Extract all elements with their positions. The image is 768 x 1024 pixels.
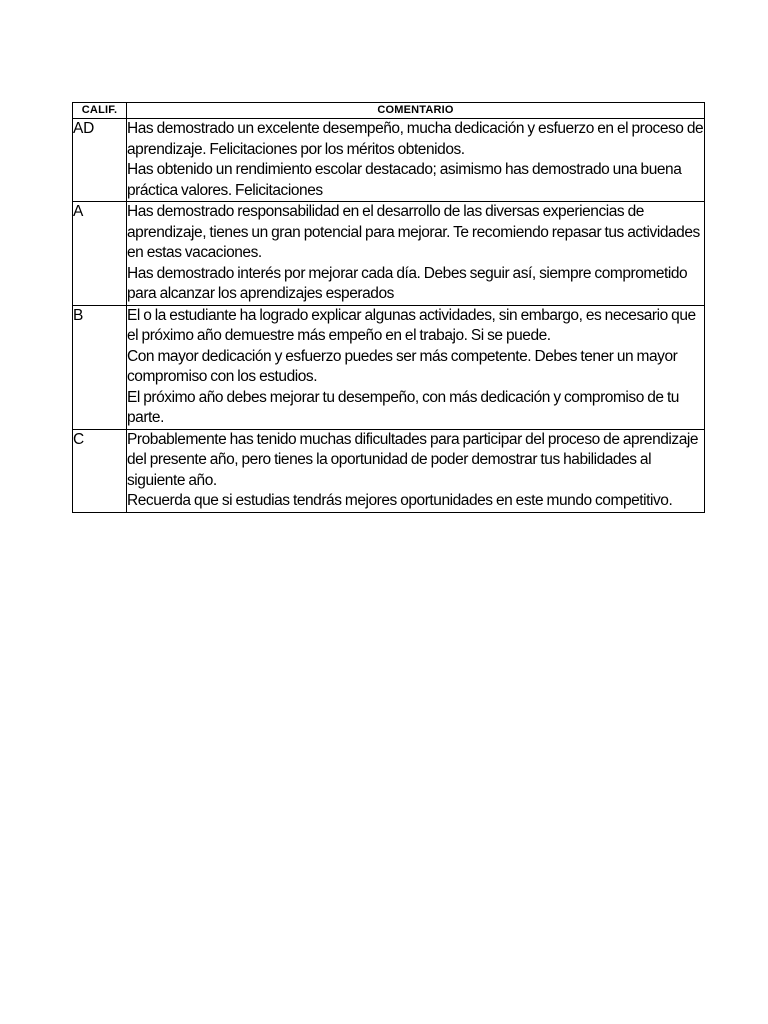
comment-cell <box>127 429 705 512</box>
header-comment: COMENTARIO <box>127 103 705 119</box>
comment-paragraph: Recuerda que si estudias tendrás mejores oportunidades en este mundo competitivo. <box>127 492 673 509</box>
comment-paragraph: Has demostrado responsabilidad en el desarrollo de las diversas experiencias de aprendizaje, tienes un gran potencial para mejorar. Te recomiendo repasar tus actividades en estas vacaciones. <box>127 203 700 261</box>
grades-comment-table <box>72 102 705 513</box>
grade-cell: B <box>73 305 127 429</box>
comment-cell <box>127 305 705 429</box>
table-row-b <box>73 305 705 429</box>
grade-cell: A <box>73 202 127 306</box>
table-row-a <box>73 202 705 306</box>
comment-paragraph: Probablemente has tenido muchas dificultades para participar del proceso de aprendizaje del presente año, pero tienes la oportunidad de poder demostrar tus habilidades al siguiente año. <box>127 430 699 489</box>
comment-cell <box>127 119 705 202</box>
grade-cell: AD <box>73 119 127 202</box>
table-row-ad <box>73 119 705 202</box>
table-header-row <box>73 103 705 119</box>
table-row-c <box>73 429 705 512</box>
comment-paragraph: Con mayor dedicación y esfuerzo puedes ser más competente. Debes tener un mayor compromiso con los estudios. <box>127 347 678 385</box>
comment-paragraph: Has demostrado interés por mejorar cada día. Debes seguir así, siempre comprometido para alcanzar los aprendizajes esperados <box>127 264 688 302</box>
header-grade: CALIF. <box>73 103 127 119</box>
document-page <box>72 102 704 513</box>
comment-paragraph: Has demostrado un excelente desempeño, mucha dedicación y esfuerzo en el proceso de aprendizaje. Felicitaciones por los méritos obtenidos. <box>127 120 704 158</box>
comment-paragraph: El próximo año debes mejorar tu desempeño, con más dedicación y compromiso de tu parte. <box>127 388 679 426</box>
grade-cell: C <box>73 429 127 512</box>
comment-paragraph: El o la estudiante ha logrado explicar algunas actividades, sin embargo, es necesario que el próximo año demuestre más empeño en el trabajo. Si se puede. <box>127 306 696 344</box>
comment-paragraph: Has obtenido un rendimiento escolar destacado; asimismo has demostrado una buena práctica valores. Felicitaciones <box>127 161 682 199</box>
comment-cell <box>127 202 705 306</box>
